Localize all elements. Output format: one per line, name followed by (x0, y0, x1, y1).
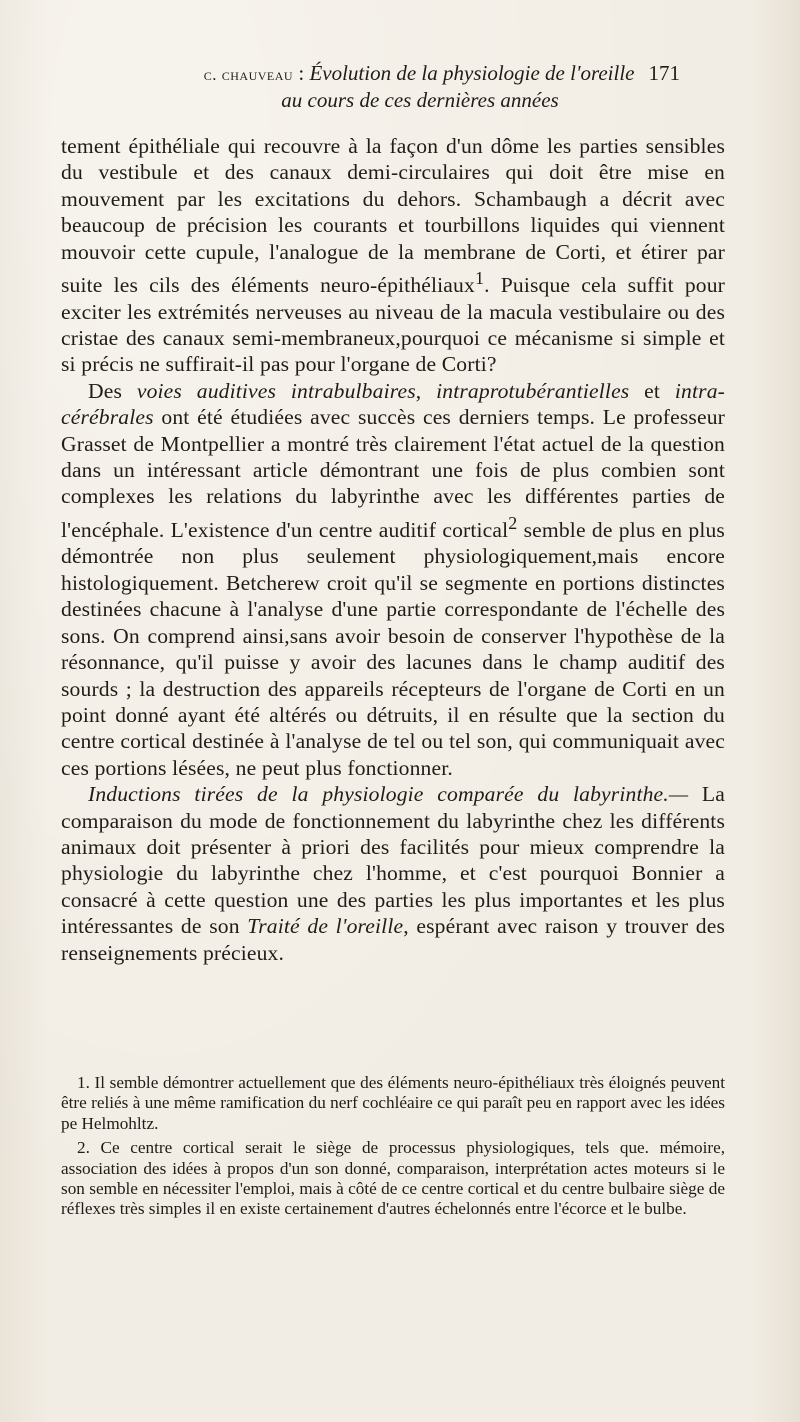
footnote-ref-2: 2 (508, 512, 518, 533)
italic-term-2: intraprotubérantielles (436, 378, 630, 403)
paragraph-1-text: tement épithéliale qui recouvre à la façon d'un dôme les parties sensibles du vestibule et des canaux demi-circulaires qui doit être mise en mouvement par les excitations du dehors. Schambaugh a décrit avec beaucoup de précision les courants et tourbillons liquides qui viennent mouvoir cette cupule, l'analogue de la membrane de Corti, et étirer par suite les cils des éléments neuro-épithéliaux (61, 134, 725, 298)
paragraph-2 (61, 378, 725, 781)
paragraph-2-text-a: ont été étudiées avec succès ces derniers temps. Le professeur Grasset de Montpellier a montré très clairement l'état actuel de la question dans un intéressant article démontrant une fois de plus combien sont complexes les relations du labyrinthe avec les différentes parties de l'encéphale. L'existence d'un centre auditif cortical (61, 405, 725, 543)
paragraph-2-start: Des (88, 378, 137, 403)
book-title: Traité de l'oreille (247, 914, 404, 939)
paragraph-2-comma: , (415, 378, 437, 403)
body-text (61, 133, 725, 966)
article-title: Évolution de la physiologie de l'oreille (309, 61, 635, 85)
italic-term-1: voies auditives intrabulbaires (136, 378, 416, 403)
paragraph-2-et: et (629, 378, 675, 403)
section-heading: Inductions tirées de la physiologie comparée du labyrinthe.— (88, 782, 689, 807)
article-subtitle: au cours de ces dernières années (281, 88, 559, 112)
footnote-1: 1. Il semble démontrer actuellement que des éléments neuro-épithéliaux très éloignés peuvent être reliés à une même ramification du nerf cochléaire ce qui paraît peu en rapport avec les idées pe Helmohltz. (61, 1073, 725, 1133)
running-head (60, 60, 680, 88)
footnote-2: 2. Ce centre cortical serait le siège de processus physiologiques, tels que. mémoire, association des idées à propos d'un son donné, comparaison, interprétation actes moteurs si le son semble en nécessiter l'emploi, mais à côté de ce centre cortical et du centre bulbaire siège de réflexes très simples il en existe certainement d'autres échelonnés entre l'écorce et le bulbe. (61, 1138, 725, 1219)
footnote-ref-1: 1 (474, 268, 485, 289)
paragraph-3 (61, 781, 725, 966)
paragraph-3-text-b: , espérant avec raison y trouver des renseignements précieux. (61, 914, 726, 965)
italic-term-3: intra-cérébrales (61, 378, 725, 430)
page-number: 171 (648, 61, 680, 85)
running-head-subtitle (140, 87, 700, 113)
paragraph-2-text-b: semble de plus en plus démontrée non plus seulement physiologiquement,mais encore histologiquement. Betcherew croit qu'il se segmente en portions distinctes destinées chacune à l'analyse d'une partie correspondante de l'échelle des sons. On comprend ainsi,sans avoir besoin de conserver l'hypothèse de la résonnance, qu'il puisse y avoir des lacunes dans le champ auditif des sourds ; la destruction des appareils récepteurs de l'organe de Corti en un point donné ayant été altérés ou détruits, il en résulte que la section du centre cortical destinée à l'analyse de tel ou tel son, qui communiquait avec ces portions lésées, ne peut plus fonctionner. (61, 518, 725, 780)
author-name: c. chauveau (203, 65, 294, 84)
paragraph-1-end: . Puisque cela suffit pour exciter les extrémités nerveuses au niveau de la macula vestibulaire ou des cristae des canaux semi-membraneux,pourquoi ce mécanisme si simple et si précis ne suffirait-il pas pour l'organe de Corti? (61, 273, 726, 377)
footnotes (61, 1073, 725, 1220)
paragraph-1 (61, 133, 725, 378)
header-separator: : (293, 61, 310, 85)
paragraph-3-text-a: La comparaison du mode de fonctionnement du labyrinthe chez les différents animaux doit présenter à priori des facilités pour mieux comprendre la physiologie du labyrinthe chez l'homme, et c'est pourquoi Bonnier a consacré à cette question une des parties les plus importantes et les plus intéressantes de son (61, 782, 725, 939)
